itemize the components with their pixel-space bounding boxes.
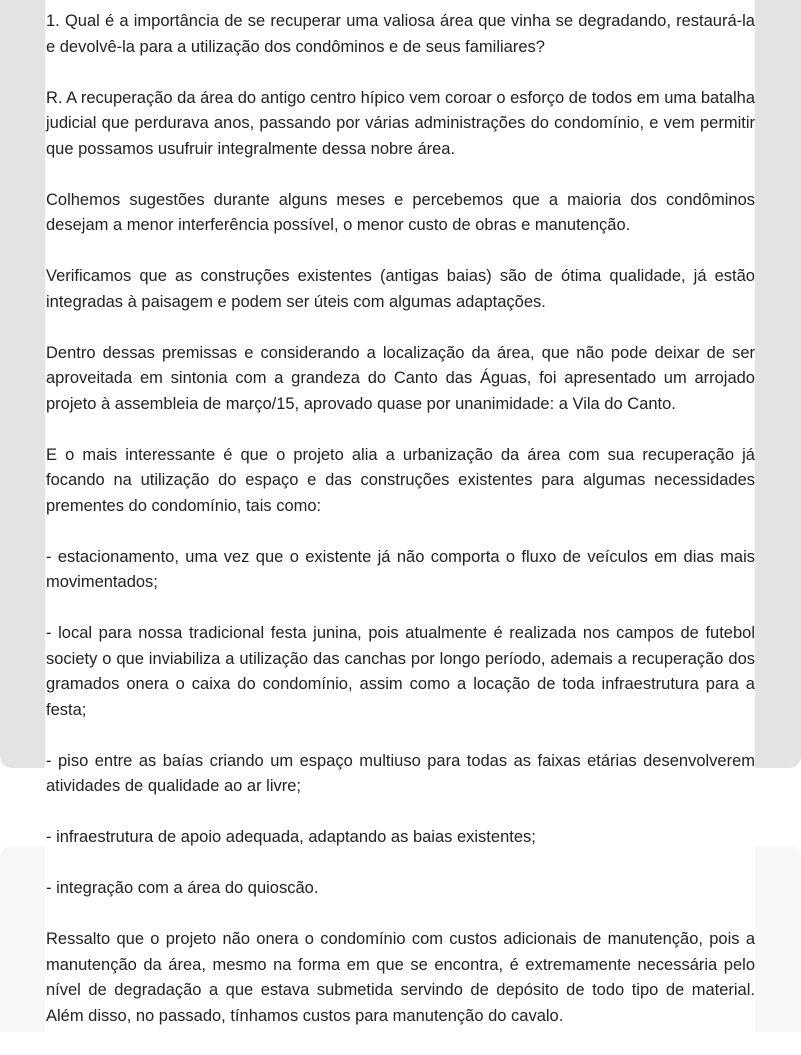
paragraph-project: Dentro dessas premissas e considerando a localização da área, que não pode deixar de ser aproveitada em sintonia com a grandeza do Canto das Águas, foi apresentado um arrojado projeto à assembleia de março/15, aprovado quase por unanimidade: a Vila do Canto. (46, 343, 755, 413)
list-item-parking: - estacionamento, uma vez que o existente já não comporta o fluxo de veículos em dias mais movimentados; (46, 547, 755, 591)
answer-paragraph: R. A recuperação da área do antigo centro hípico vem coroar o esforço de todos em uma batalha judicial que perdurava anos, passando por várias administrações do condomínio, e vem permitir que possamos usufruir integralmente dessa nobre área. (46, 88, 756, 158)
question-paragraph: 1. Qual é a importância de se recuperar uma valiosa área que vinha se degradando, restaurá-la e devolvê-la para a utilização dos condôminos e de seus familiares? (46, 12, 755, 56)
paragraph-needs-intro: E o mais interessante é que o projeto alia a urbanização da área com sua recuperação já focando na utilização do espaço e das construções existentes para algumas necessidades prementes do condomínio, tais como: (46, 445, 755, 515)
paragraph-maintenance: Ressalto que o projeto não onera o condomínio com custos adicionais de manutenção, pois a manutenção da área, mesmo na forma em que se encontra, é extremamente necessária pelo nível de degradação a que estava submetida servindo de depósito de todo tipo de material. Além disso, no passado, tínhamos custos para manutenção do cavalo. (46, 930, 755, 1025)
list-item-multiuse: - piso entre as baías criando um espaço multiuso para todas as faixas etárias desenvolverem atividades de qualidade ao ar livre; (46, 751, 755, 795)
article-body (46, 9, 755, 1055)
paragraph-suggestions: Colhemos sugestões durante alguns meses e percebemos que a maioria dos condôminos desejam a menor interferência possível, o menor custo de obras e manutenção. (46, 190, 755, 234)
list-item-infrastructure: - infraestrutura de apoio adequada, adaptando as baias existentes; (46, 828, 536, 846)
list-item-integration: - integração com a área do quioscão. (46, 879, 319, 897)
list-item-festival: - local para nossa tradicional festa junina, pois atualmente é realizada nos campos de futebol society o que inviabiliza a utilização das canchas por longo período, ademais a recuperação dos gramados onera o caixa do condomínio, assim como a locação de toda infraestrutura para a festa; (46, 624, 755, 719)
paragraph-constructions: Verificamos que as construções existentes (antigas baias) são de ótima qualidade, já estão integradas à paisagem e podem ser úteis com algumas adaptações. (46, 267, 755, 311)
